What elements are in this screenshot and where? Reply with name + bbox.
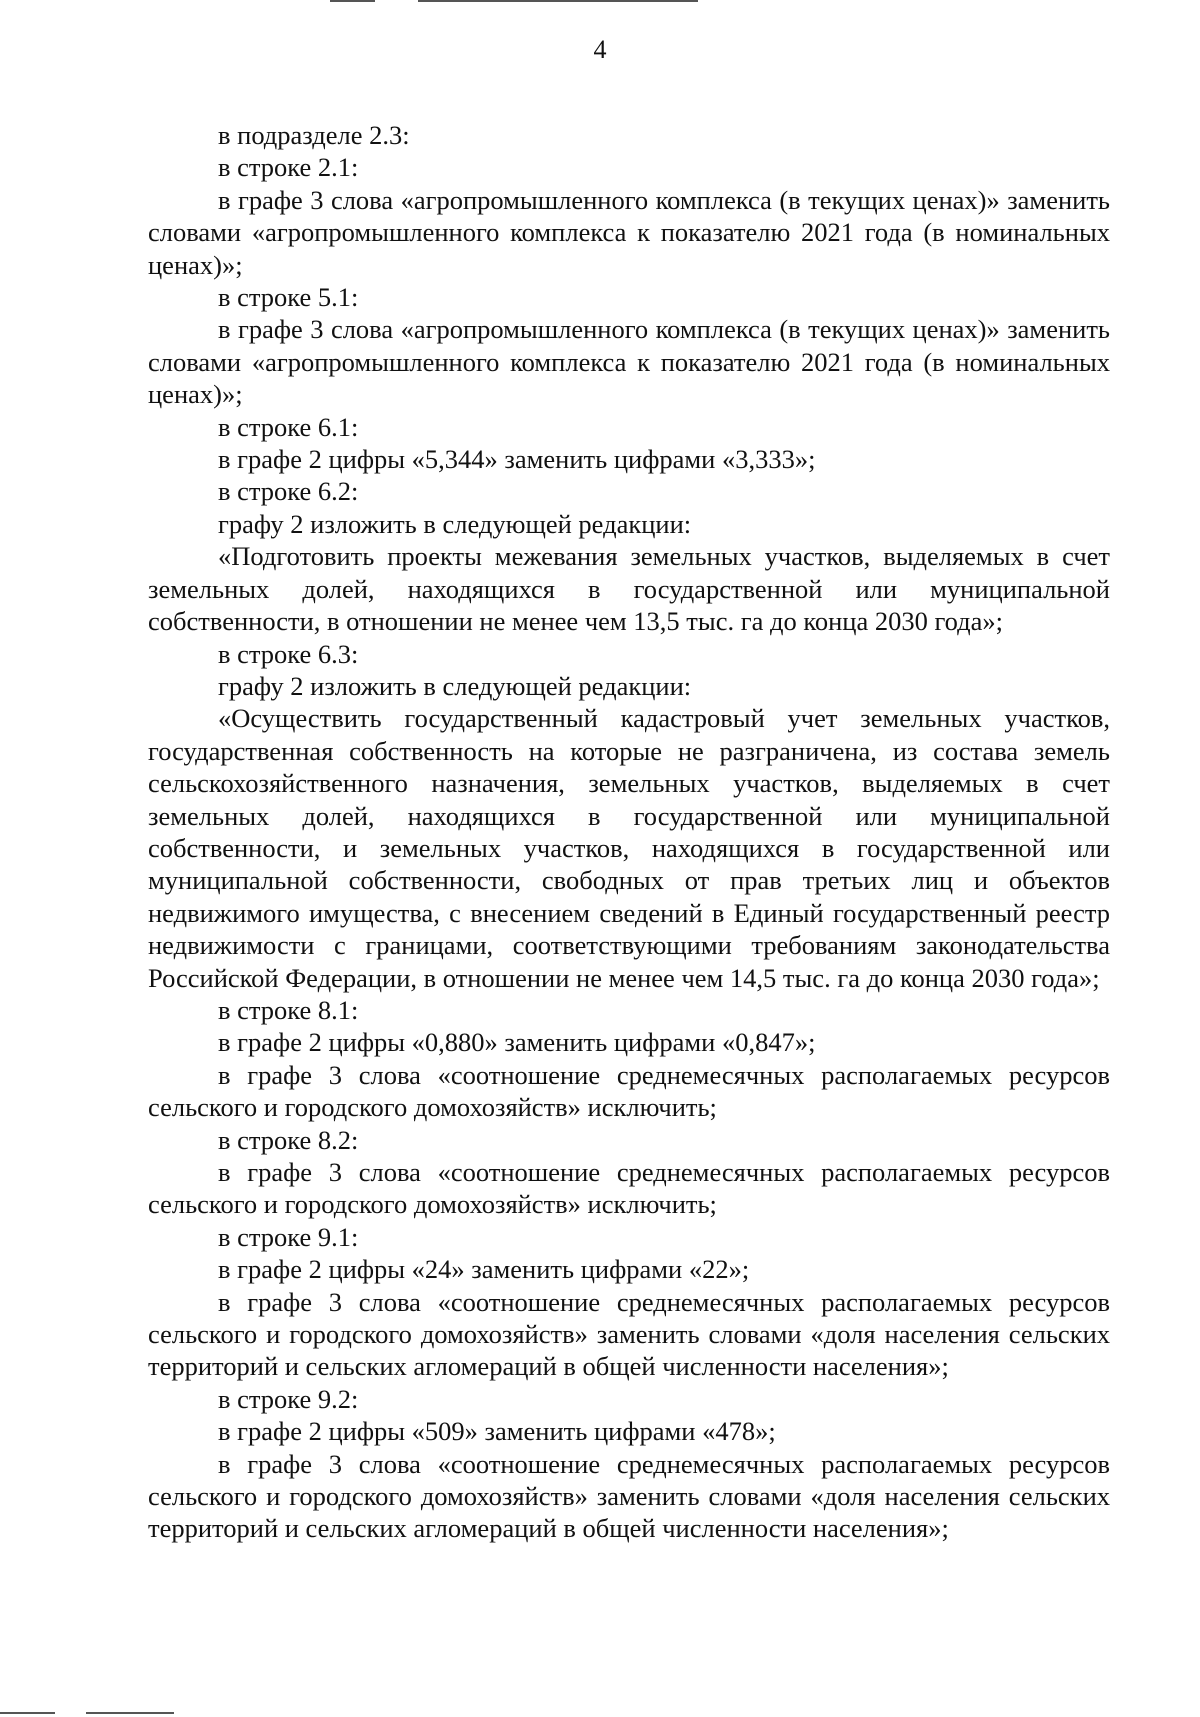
paragraph: графу 2 изложить в следующей редакции: xyxy=(218,508,692,539)
paragraph: в графе 3 слова «агропромышленного комплекса (в текущих ценах)» заменить словами «агропромышленного комплекса к показателю 2021 года (в номинальных ценах)»; xyxy=(148,314,1110,410)
paragraph: в строке 9.2: xyxy=(218,1383,359,1414)
paragraph: в графе 3 слова «соотношение среднемесячных располагаемых ресурсов сельского и городского домохозяйств» исключить; xyxy=(148,1157,1110,1220)
paragraph: в строке 6.3: xyxy=(218,638,359,669)
paragraph: в графе 2 цифры «5,344» заменить цифрами «3,333»; xyxy=(218,444,816,475)
paragraph: в строке 5.1: xyxy=(218,282,359,313)
paragraph: в строке 8.2: xyxy=(218,1124,359,1155)
paragraph: в строке 6.2: xyxy=(218,476,359,507)
paragraph: в подразделе 2.3: xyxy=(218,120,410,150)
paragraph: «Подготовить проекты межевания земельных участков, выделяемых в счет земельных долей, находящихся в государственной или муниципальной собственности, в отношении не менее чем 13,5 тыс. га до конца 2030 года»; xyxy=(148,541,1110,637)
paragraph: в строке 2.1: xyxy=(218,152,359,183)
scan-artifact-top-1 xyxy=(330,0,375,2)
paragraph: в графе 3 слова «соотношение среднемесячных располагаемых ресурсов сельского и городского домохозяйств» заменить словами «доля населения сельских территорий и сельских агломераций в общей численности населения»; xyxy=(148,1448,1110,1544)
document-body xyxy=(148,119,1110,1545)
paragraph: в графе 2 цифры «24» заменить цифрами «22»; xyxy=(218,1254,750,1285)
paragraph: в графе 3 слова «соотношение среднемесячных располагаемых ресурсов сельского и городского домохозяйств» заменить словами «доля населения сельских территорий и сельских агломераций в общей численности населения»; xyxy=(148,1286,1110,1382)
scan-artifact-bottom-2 xyxy=(86,1712,174,1714)
scan-artifact-top-2 xyxy=(418,0,698,2)
paragraph: графу 2 изложить в следующей редакции: xyxy=(218,670,692,701)
paragraph: в строке 8.1: xyxy=(218,994,359,1025)
paragraph: в графе 2 цифры «0,880» заменить цифрами «0,847»; xyxy=(218,1027,816,1058)
page-number: 4 xyxy=(593,35,607,64)
paragraph: в графе 3 слова «соотношение среднемесячных располагаемых ресурсов сельского и городского домохозяйств» исключить; xyxy=(148,1059,1110,1123)
paragraph: в строке 9.1: xyxy=(218,1221,359,1252)
scan-artifact-bottom-1 xyxy=(0,1712,55,1714)
paragraph: в строке 6.1: xyxy=(218,411,359,442)
paragraph: «Осуществить государственный кадастровый учет земельных участков, государственная собственность на которые не разграничена, из состава земель сельскохозяйственного назначения, земельных участков, выделяемых в счет земельных долей, находящихся в государственной или муниципальной собственности, и земельных участков, находящихся в государственной или муниципальной собственности, свободных от прав третьих лиц и объектов недвижимого имущества, с внесением сведений в Единый государственный реестр недвижимости с границами, соответствующими требованиям законодательства Российской Федерации, в отношении не менее чем 14,5 тыс. га до конца 2030 года»; xyxy=(148,703,1110,993)
paragraph: в графе 3 слова «агропромышленного комплекса (в текущих ценах)» заменить словами «агропромышленного комплекса к показателю 2021 года (в номинальных ценах)»; xyxy=(148,184,1110,280)
paragraph: в графе 2 цифры «509» заменить цифрами «478»; xyxy=(218,1416,776,1447)
